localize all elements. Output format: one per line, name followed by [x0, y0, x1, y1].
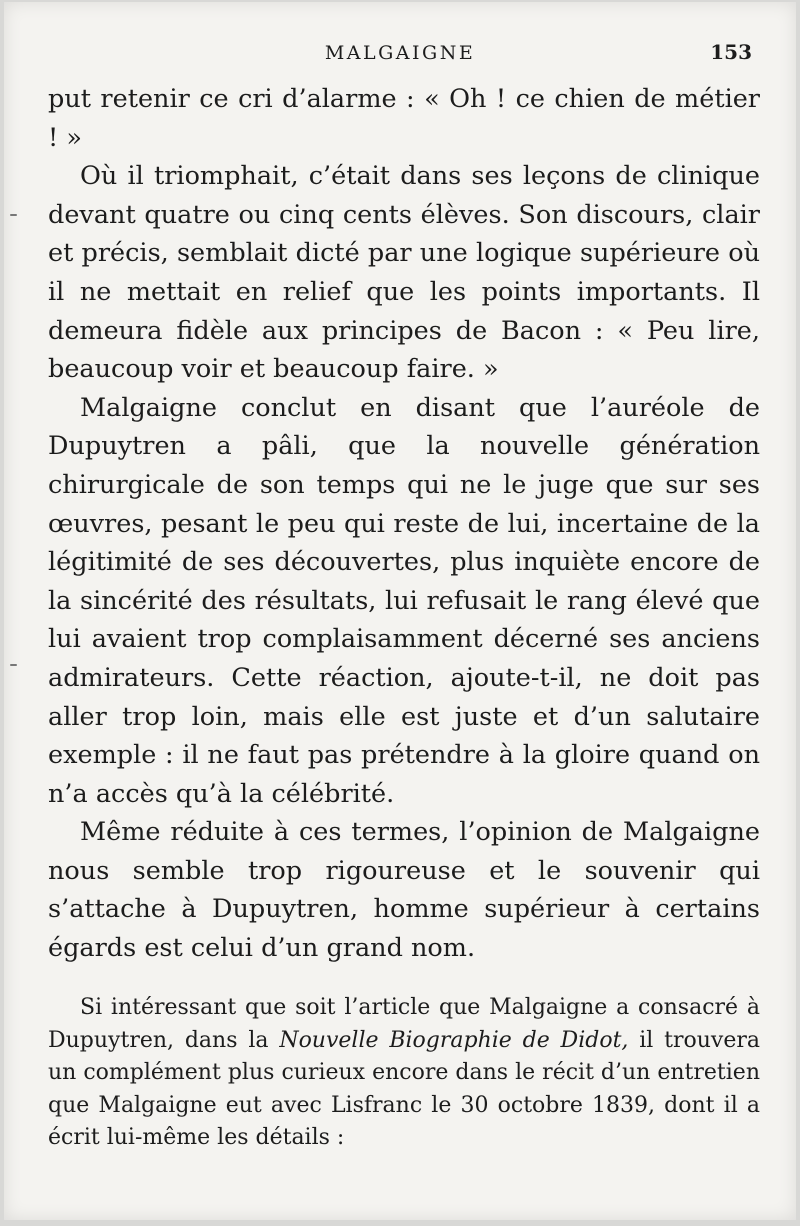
lisfranc-text-start: Si intéressant que soit l’article que Malgaigne a consacré à Dupuytren, dans la: [48, 995, 760, 1053]
paragraph-lisfranc: [48, 992, 760, 1155]
book-title-italic: Nouvelle Biographie de Didot,: [279, 1027, 629, 1053]
running-title: MALGAIGNE: [324, 42, 476, 64]
paragraph-continued: put retenir ce cri d’alarme : « Oh ! ce chien de métier ! »: [48, 84, 760, 153]
continuation-text: [48, 992, 760, 1155]
margin-mark: [10, 664, 17, 666]
page-number: 153: [710, 40, 752, 64]
paragraph-opinion: Même réduite à ces termes, l’opinion de Malgaigne nous semble trop rigoureuse et le souvenir qui s’attache à Dupuytren, homme supérieur à certains égards est celui d’un grand nom.: [48, 817, 760, 964]
margin-mark: [10, 214, 17, 216]
paragraph-clinique: Où il triomphait, c’était dans ses leçons de clinique devant quatre ou cinq cents élèves. Son discours, clair et précis, semblait dicté par une logique supérieure où il ne mettait en relief que les points importants. Il demeura fidèle aux principes de Bacon : « Peu lire, beaucoup voir et beaucoup faire. »: [48, 161, 760, 385]
main-text: [48, 80, 760, 968]
book-page: [4, 2, 796, 1220]
lisfranc-text-end: il trouvera un complément plus curieux encore dans le récit d’un entretien que Malgaigne eut avec Lisfranc le 30 octobre 1839, dont il a écrit lui-même les détails :: [48, 1027, 760, 1150]
paragraph-conclusion: Malgaigne conclut en disant que l’auréole de Dupuytren a pâli, que la nouvelle génération chirurgicale de son temps qui ne le juge que sur ses œuvres, pesant le peu qui reste de lui, incertaine de la légitimité de ses découvertes, plus inquiète encore de la sincérité des résultats, lui refusait le rang élevé que lui avaient trop complaisamment décerné ses anciens admirateurs. Cette réaction, ajoute-t-il, ne doit pas aller trop loin, mais elle est juste et d’un salutaire exemple : il ne faut pas prétendre à la gloire quand on n’a accès qu’à la célébrité.: [48, 392, 760, 809]
